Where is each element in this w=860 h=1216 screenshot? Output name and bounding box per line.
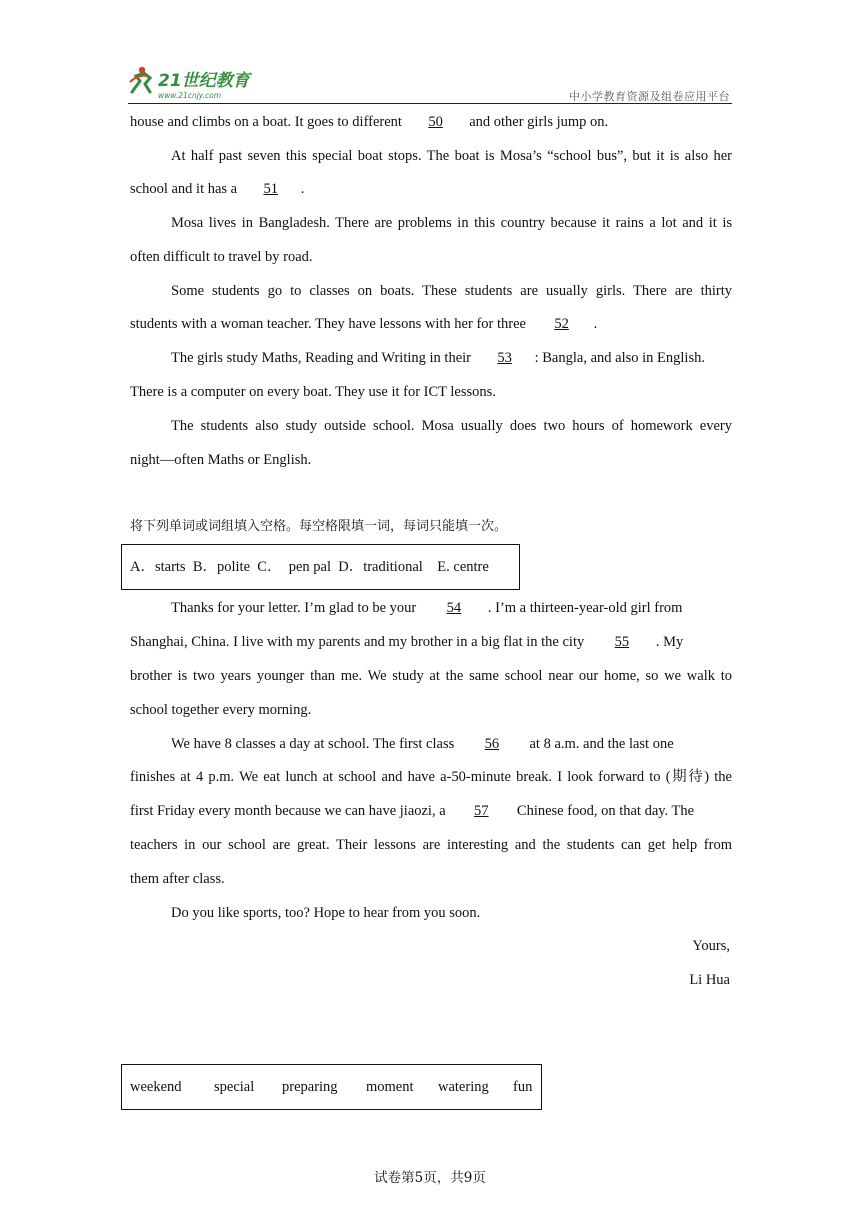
page-footer: 试卷第5页，共9页 <box>374 1170 486 1186</box>
header-rule <box>128 103 732 104</box>
letter-line-8: teachers in our school are great. Their lessons are interesting and the students can get help from <box>130 837 732 853</box>
passage1-line-9: There is a computer on every boat. They use it for ICT lessons. <box>130 384 496 400</box>
passage1-line-10: The students also study outside school. Mosa usually does two hours of homework every <box>171 418 732 434</box>
passage1-line-4: Mosa lives in Bangladesh. There are problems in this country because it rains a lot and it is <box>171 215 732 231</box>
21cnjy-logo <box>128 62 268 102</box>
letter-line-5: We have 8 classes a day at school. The first class 56 at 8 a.m. and the last one <box>171 736 674 752</box>
word-fun: fun <box>513 1079 533 1095</box>
blank-51: 51 <box>263 181 278 197</box>
letter-line-9: them after class. <box>130 871 225 887</box>
letter-line-3: brother is two years younger than me. We study at the same school near our home, so we walk to <box>130 668 732 684</box>
letter-line-4: school together every morning. <box>130 702 312 718</box>
word-weekend: weekend <box>130 1079 182 1095</box>
blank-54: 54 <box>446 600 462 616</box>
passage1-line-6: Some students go to classes on boats. These students are usually girls. There are thirty <box>171 283 732 299</box>
section2-instruction: 将下列单词或词组填入空格。每空格限填一词，每词只能填一次。 <box>130 519 508 534</box>
word-moment: moment <box>366 1079 414 1095</box>
word-watering: watering <box>438 1079 489 1095</box>
passage1-line-3: school and it has a 51 . <box>130 181 305 197</box>
svg-text:www.21cnjy.com: www.21cnjy.com <box>158 91 222 100</box>
letter-line-2: Shanghai, China. I live with my parents and my brother in a big flat in the city 55 . My <box>130 634 684 650</box>
word-box <box>121 1064 542 1110</box>
options-box <box>121 544 520 590</box>
letter-line-7: first Friday every month because we can have jiaozi, a 57 Chinese food, on that day. The <box>130 803 695 819</box>
blank-52: 52 <box>554 316 569 332</box>
word-preparing: preparing <box>282 1079 338 1095</box>
blank-56: 56 <box>484 736 500 752</box>
blank-57: 57 <box>474 803 489 819</box>
blank-55: 55 <box>614 634 630 650</box>
passage1-line-2: At half past seven this special boat stops. The boat is Mosa’s “school bus”, but it is also her <box>171 148 732 164</box>
letter-line-1: Thanks for your letter. I’m glad to be your 54 . I’m a thirteen-year-old girl from <box>171 600 683 616</box>
blank-53: 53 <box>497 350 512 366</box>
passage1-line-11: night—often Maths or English. <box>130 452 312 468</box>
svg-text:21世纪教育: 21世纪教育 <box>158 71 250 91</box>
letter-closing: Yours, <box>692 938 730 954</box>
passage1-line-1: house and climbs on a boat. It goes to different 50 and other girls jump on. <box>130 114 609 130</box>
passage1-line-7: students with a woman teacher. They have lessons with her for three 52 . <box>130 316 598 332</box>
letter-signature: Li Hua <box>689 972 730 988</box>
letter-line-10: Do you like sports, too? Hope to hear from you soon. <box>171 905 481 921</box>
page-header <box>128 62 732 104</box>
blank-50: 50 <box>428 114 443 130</box>
letter-line-6: finishes at 4 p.m. We eat lunch at school and have a-50-minute break. I look forward to (期待) the <box>130 769 732 785</box>
header-platform-text: 中小学教育资源及组卷应用平台 <box>569 90 730 103</box>
passage1-line-5: often difficult to travel by road. <box>130 249 313 265</box>
passage1-line-8: The girls study Maths, Reading and Writing in their 53 : Bangla, and also in English. <box>171 350 705 366</box>
word-special: special <box>214 1079 255 1095</box>
options-text: A．starts B．polite C． pen pal D．traditional E. centre <box>130 559 489 575</box>
